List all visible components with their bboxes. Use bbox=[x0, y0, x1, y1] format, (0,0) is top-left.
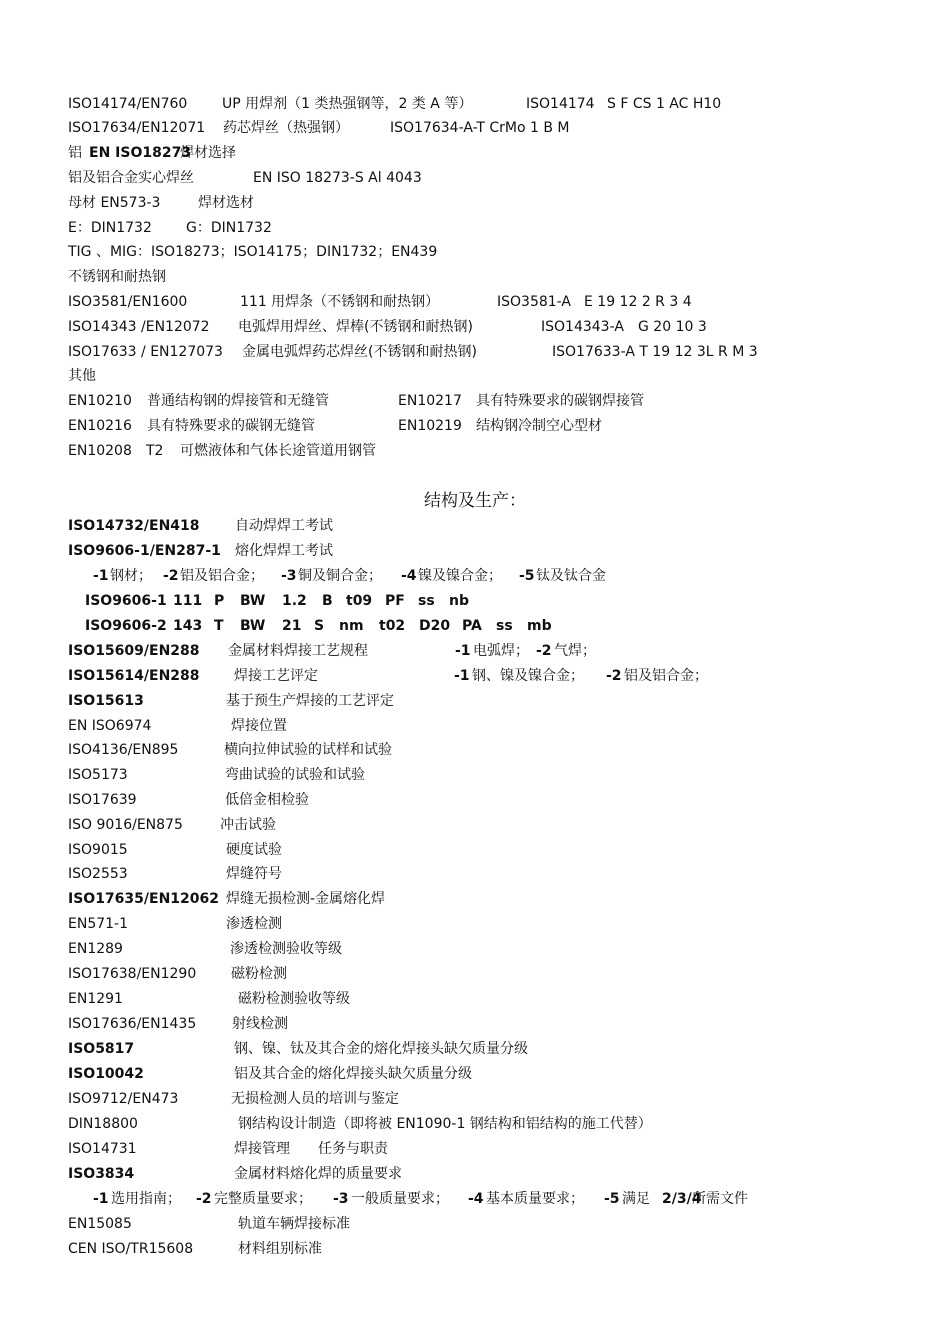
designation-token: nm bbox=[339, 618, 364, 634]
standard-desc: 金属材料熔化焊的质量要求 bbox=[234, 1166, 402, 1182]
standard-code: ISO14343 /EN12072 bbox=[68, 319, 210, 335]
designation-token: PA bbox=[462, 618, 482, 634]
standard-code: EN ISO6974 bbox=[68, 718, 152, 734]
designation-token: P bbox=[214, 593, 225, 609]
standard-code: E：DIN1732 bbox=[68, 220, 152, 236]
standard-desc: 可燃液体和气体长途管道用钢管 bbox=[180, 443, 376, 459]
standard-desc: 铝及其合金的熔化焊接头缺欠质量分级 bbox=[234, 1066, 472, 1082]
standard-code: ISO9712/EN473 bbox=[68, 1091, 179, 1107]
standard-code: EN10217 bbox=[398, 393, 462, 409]
standard-code: 母材 EN573-3 bbox=[68, 195, 161, 211]
part-number: -1 bbox=[454, 668, 470, 684]
standard-desc: 磁粉检测验收等级 bbox=[238, 991, 350, 1007]
part-number: -1 bbox=[93, 1191, 109, 1207]
standard-desc: 具有特殊要求的碳钢焊接管 bbox=[476, 393, 644, 409]
designation-token: T bbox=[214, 618, 224, 634]
standard-desc: 电弧焊用焊丝、焊棒(不锈钢和耐热钢) bbox=[238, 319, 473, 335]
standard-desc: 金属材料焊接工艺规程 bbox=[228, 643, 368, 659]
part-label: 完整质量要求； bbox=[214, 1191, 312, 1207]
designation-token: ISO9606-1 bbox=[85, 593, 167, 609]
standard-code: EN1291 bbox=[68, 991, 123, 1007]
part-label: 铜及铜合金； bbox=[298, 568, 382, 584]
designation-token: nb bbox=[449, 593, 469, 609]
standard-code: ISO17636/EN1435 bbox=[68, 1016, 197, 1032]
standard-code: ISO14731 bbox=[68, 1141, 137, 1157]
standard-code: ISO17635/EN12062 bbox=[68, 891, 219, 907]
standard-desc: 焊材选材 bbox=[198, 195, 254, 211]
designation: S F CS 1 AC H10 bbox=[607, 96, 722, 112]
part-number: 2/3/4 bbox=[662, 1191, 702, 1207]
part-label: 钛及钛合金 bbox=[536, 568, 606, 584]
standard-code: ISO3834 bbox=[68, 1166, 135, 1182]
standard-desc: 焊接位置 bbox=[231, 718, 287, 734]
standard-desc: 钢结构设计制造（即将被 EN1090-1 钢结构和铝结构的施工代替） bbox=[238, 1116, 652, 1132]
part-label: 所需文件 bbox=[692, 1191, 748, 1207]
standard-code: ISO15613 bbox=[68, 693, 144, 709]
standard-desc: 弯曲试验的试验和试验 bbox=[225, 767, 365, 783]
part-label: 气焊； bbox=[554, 643, 596, 659]
standard-code: ISO10042 bbox=[68, 1066, 144, 1082]
standard-code: EN10208 bbox=[68, 443, 132, 459]
designation-token: t09 bbox=[346, 593, 373, 609]
part-number: -2 bbox=[163, 568, 179, 584]
standard-desc: 熔化焊焊工考试 bbox=[235, 543, 333, 559]
designation-token: PF bbox=[385, 593, 405, 609]
part-label: 铝及铝合金； bbox=[624, 668, 708, 684]
standard-code: T2 bbox=[146, 443, 164, 459]
part-label: 镍及镍合金； bbox=[418, 568, 502, 584]
standard-desc: 无损检测人员的培训与鉴定 bbox=[231, 1091, 399, 1107]
designation-token: t02 bbox=[379, 618, 406, 634]
standard-code: EN ISO18273 bbox=[89, 145, 192, 161]
designation-token: 21 bbox=[282, 618, 302, 634]
heading-text: 其他 bbox=[68, 368, 96, 384]
designation-token: mb bbox=[527, 618, 552, 634]
standard-code: ISO5817 bbox=[68, 1041, 135, 1057]
standard-code: ISO14174 bbox=[526, 96, 595, 112]
part-number: -1 bbox=[93, 568, 109, 584]
part-number: -3 bbox=[281, 568, 297, 584]
standard-code: ISO9606-1/EN287-1 bbox=[68, 543, 221, 559]
part-label: 铝及铝合金； bbox=[180, 568, 264, 584]
standard-desc: 射线检测 bbox=[232, 1016, 288, 1032]
standard-desc: 磁粉检测 bbox=[231, 966, 287, 982]
part-label: 电弧焊； bbox=[473, 643, 529, 659]
standard-desc: 任务与职责 bbox=[318, 1141, 388, 1157]
standard-desc: 金属电弧焊药芯焊丝(不锈钢和耐热钢) bbox=[242, 344, 477, 360]
designation-token: 111 bbox=[173, 593, 203, 609]
designation: ISO17633-A T 19 12 3L R M 3 bbox=[552, 344, 758, 360]
standard-code: ISO17638/EN1290 bbox=[68, 966, 197, 982]
standard-code: ISO3581-A bbox=[497, 294, 571, 310]
part-label: 基本质量要求； bbox=[486, 1191, 584, 1207]
part-label: 钢材； bbox=[110, 568, 152, 584]
designation-token: B bbox=[322, 593, 333, 609]
standard-desc: 硬度试验 bbox=[226, 842, 282, 858]
standard-code: ISO9015 bbox=[68, 842, 128, 858]
standard-desc: 结构钢冷制空心型材 bbox=[476, 418, 602, 434]
part-label: 钢、镍及镍合金； bbox=[472, 668, 584, 684]
standard-desc: 焊缝符号 bbox=[226, 866, 282, 882]
standard-desc: 焊缝无损检测-金属熔化焊 bbox=[226, 891, 386, 907]
designation: E 19 12 2 R 3 4 bbox=[584, 294, 692, 310]
designation-token: S bbox=[314, 618, 325, 634]
standard-code: EN10216 bbox=[68, 418, 132, 434]
standard-code: ISO14343-A bbox=[541, 319, 624, 335]
standard-code: EN15085 bbox=[68, 1216, 132, 1232]
standard-list: TIG 、MIG：ISO18273；ISO14175；DIN1732；EN439 bbox=[68, 244, 438, 260]
standard-desc: 具有特殊要求的碳钢无缝管 bbox=[147, 418, 315, 434]
designation-token: BW bbox=[240, 618, 266, 634]
standard-code: EN10210 bbox=[68, 393, 132, 409]
part-number: -2 bbox=[606, 668, 622, 684]
standard-code: ISO17639 bbox=[68, 792, 137, 808]
standard-code: ISO3581/EN1600 bbox=[68, 294, 188, 310]
part-number: -5 bbox=[604, 1191, 620, 1207]
standard-code: ISO15614/EN288 bbox=[68, 668, 200, 684]
standard-code: ISO17633 / EN127073 bbox=[68, 344, 223, 360]
standard-code: G：DIN1732 bbox=[186, 220, 272, 236]
standard-code: ISO14732/EN418 bbox=[68, 518, 200, 534]
part-number: -3 bbox=[333, 1191, 349, 1207]
part-number: -4 bbox=[468, 1191, 484, 1207]
standard-desc: 焊接管理 bbox=[234, 1141, 290, 1157]
standard-code: DIN18800 bbox=[68, 1116, 138, 1132]
standard-desc: 焊接工艺评定 bbox=[234, 668, 318, 684]
standard-desc: 低倍金相检验 bbox=[225, 792, 309, 808]
part-number: -2 bbox=[536, 643, 552, 659]
standard-desc: 材料组别标准 bbox=[238, 1241, 322, 1257]
part-number: -2 bbox=[196, 1191, 212, 1207]
standard-desc: 普通结构钢的焊接管和无缝管 bbox=[147, 393, 329, 409]
standard-code: ISO 9016/EN875 bbox=[68, 817, 183, 833]
designation-token: BW bbox=[240, 593, 266, 609]
designation: G 20 10 3 bbox=[638, 319, 707, 335]
standard-code: ISO15609/EN288 bbox=[68, 643, 200, 659]
part-number: -4 bbox=[401, 568, 417, 584]
standard-code: ISO2553 bbox=[68, 866, 128, 882]
heading-text: 焊材选择 bbox=[180, 145, 236, 161]
standard-desc: 111 用焊条（不锈钢和耐热钢） bbox=[240, 294, 440, 310]
standard-desc: 冲击试验 bbox=[220, 817, 276, 833]
designation: ISO17634-A-T CrMo 1 B M bbox=[390, 120, 570, 136]
designation: EN ISO 18273-S Al 4043 bbox=[253, 170, 422, 186]
standard-code: ISO5173 bbox=[68, 767, 128, 783]
standard-desc: 铝及铝合金实心焊丝 bbox=[68, 170, 194, 186]
standard-desc: 自动焊焊工考试 bbox=[235, 518, 333, 534]
part-number: -5 bbox=[519, 568, 535, 584]
standard-code: ISO4136/EN895 bbox=[68, 742, 179, 758]
standard-desc: UP 用焊剂（1 类热强钢等，2 类 A 等） bbox=[222, 96, 473, 112]
standard-code: CEN ISO/TR15608 bbox=[68, 1241, 194, 1257]
standard-desc: 钢、镍、钛及其合金的熔化焊接头缺欠质量分级 bbox=[234, 1041, 528, 1057]
part-label: 满足 bbox=[622, 1191, 650, 1207]
standard-code: ISO17634/EN12071 bbox=[68, 120, 206, 136]
designation-token: ISO9606-2 bbox=[85, 618, 167, 634]
designation-token: 143 bbox=[173, 618, 203, 634]
standard-code: EN1289 bbox=[68, 941, 123, 957]
designation-token: ss bbox=[496, 618, 513, 634]
heading-text: 不锈钢和耐热钢 bbox=[68, 269, 166, 285]
standard-code: ISO14174/EN760 bbox=[68, 96, 188, 112]
standard-desc: 轨道车辆焊接标准 bbox=[238, 1216, 350, 1232]
standard-desc: 渗透检测 bbox=[226, 916, 282, 932]
designation-token: ss bbox=[418, 593, 435, 609]
standard-desc: 基于预生产焊接的工艺评定 bbox=[226, 693, 394, 709]
part-label: 一般质量要求； bbox=[351, 1191, 449, 1207]
designation-token: 1.2 bbox=[282, 593, 307, 609]
part-label: 选用指南； bbox=[111, 1191, 181, 1207]
standard-desc: 渗透检测验收等级 bbox=[230, 941, 342, 957]
standard-desc: 药芯焊丝（热强钢） bbox=[223, 120, 349, 136]
section-title: 结构及生产： bbox=[424, 491, 526, 511]
standard-code: EN10219 bbox=[398, 418, 462, 434]
heading-text: 铝 bbox=[68, 145, 82, 161]
designation-token: D20 bbox=[419, 618, 451, 634]
standard-code: EN571-1 bbox=[68, 916, 128, 932]
standard-desc: 横向拉伸试验的试样和试验 bbox=[224, 742, 392, 758]
part-number: -1 bbox=[455, 643, 471, 659]
